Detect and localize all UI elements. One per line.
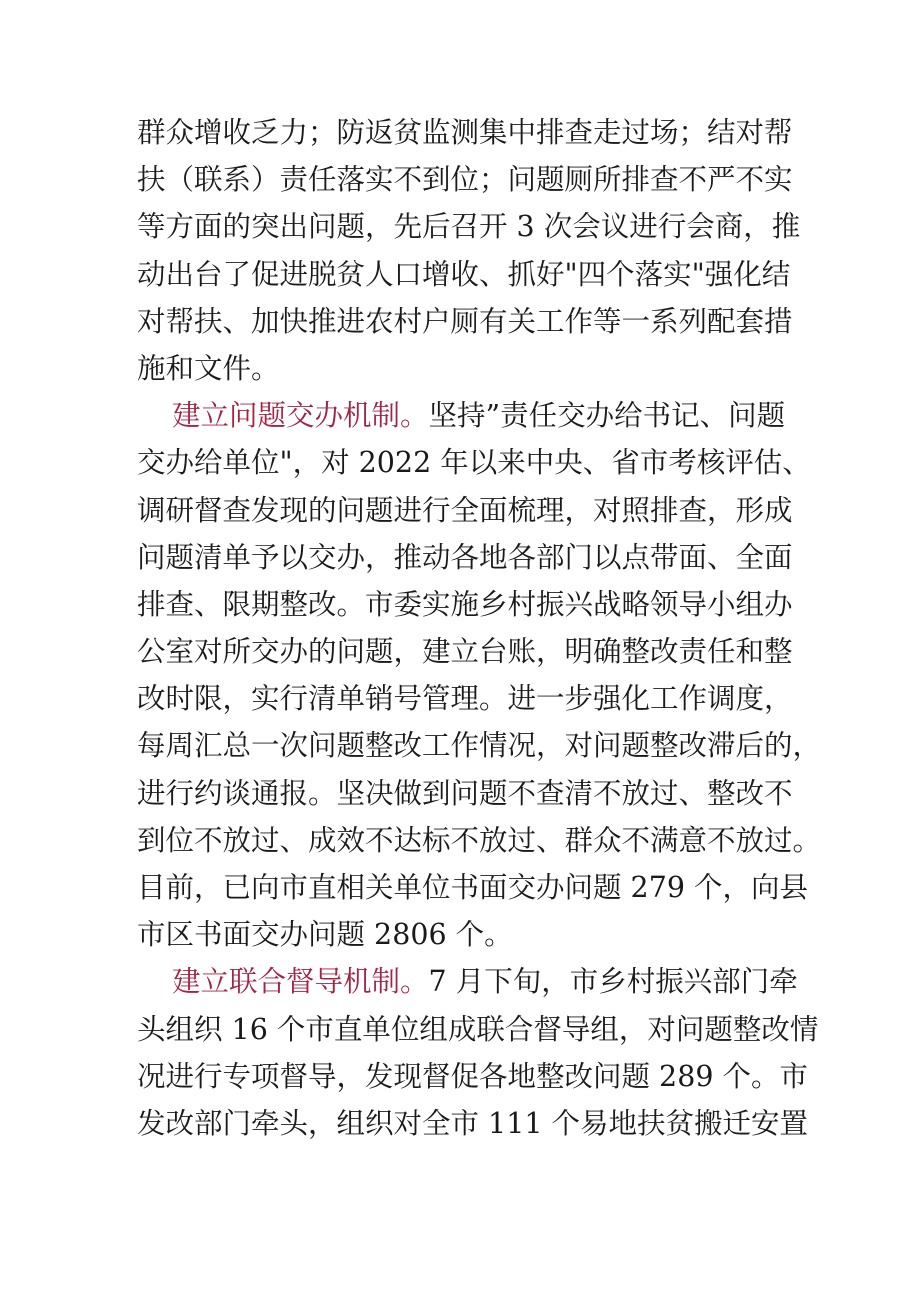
text-line: 动出台了促进脱贫人口增收、抓好"四个落实"强化结 [137,257,791,291]
text-line: 公室对所交办的问题，建立台账，明确整改责任和整 [137,635,793,669]
text-line: 等方面的突出问题，先后召开 3 次会议进行会商，推 [137,210,801,244]
text-line: 对帮扶、加快推进农村户厕有关工作等一系列配套措 [137,304,793,338]
document-body [137,109,822,1147]
text-line: 发改部门牵头，组织对全市 111 个易地扶贫搬迁安置 [137,1106,809,1140]
text-line: 群众增收乏力；防返贫监测集中排查走过场；结对帮 [137,116,793,149]
text-line: 改时限，实行清单销号管理。进一步强化工作调度， [137,682,793,716]
text-line: 市区书面交办问题 2806 个。 [137,918,513,952]
text-line-first [137,958,798,1005]
text-line-first [137,392,792,439]
text-line: 到位不放过、成效不达标不放过、群众不满意不放过。 [137,823,822,857]
text-line: 头组织 16 个市直单位组成联合督导组，对问题整改情 [137,1012,819,1046]
text-line: 每周汇总一次问题整改工作情况，对问题整改滞后的， [137,729,822,763]
text-run: 7 月下旬，市乡村振兴部门牵 [428,965,798,999]
text-line: 交办给单位"，对 2022 年以来中央、省市考核评估、 [137,446,811,480]
text-line: 扶（联系）责任落实不到位；问题厕所排查不严不实 [137,163,793,197]
text-run: 坚持”责任交办给书记、问题 [428,399,786,433]
text-line: 施和文件。 [137,351,280,385]
paragraph-2 [137,392,822,958]
text-line: 调研督查发现的问题进行全面梳理，对照排查，形成 [137,493,793,527]
text-line: 目前，已向市直相关单位书面交办问题 279 个，向县 [137,871,809,904]
section-heading: 建立联合督导机制。 [172,965,429,999]
paragraph-3 [137,958,819,1147]
text-line: 况进行专项督导，发现督促各地整改问题 289 个。市 [137,1059,809,1093]
text-line: 进行约谈通报。坚决做到问题不查清不放过、整改不 [137,776,793,810]
text-line: 问题清单予以交办，推动各地各部门以点带面、全面 [137,540,793,574]
section-heading: 建立问题交办机制。 [172,399,429,433]
text-line: 排查、限期整改。市委实施乡村振兴战略领导小组办 [137,587,793,621]
paragraph-1 [137,109,801,392]
